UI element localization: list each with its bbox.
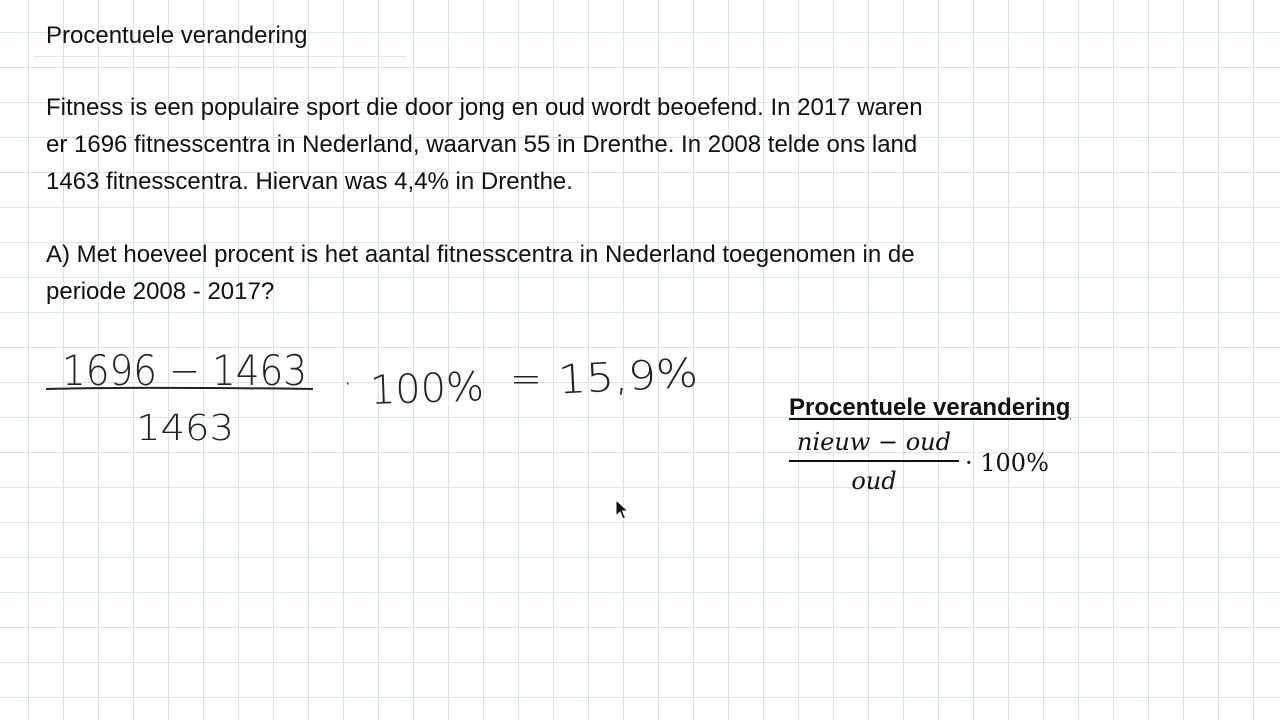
formula-heading: Procentuele verandering — [789, 394, 1071, 421]
question-paragraph — [46, 236, 1086, 310]
handwritten-result: 15,9% — [556, 351, 687, 404]
handwritten-equals: = — [510, 357, 542, 401]
handwritten-multiply-dot: · — [343, 367, 353, 402]
handwritten-fraction-bar — [46, 388, 313, 389]
formula-denominator: oud — [851, 467, 897, 495]
formula-multiplier: · 100% — [965, 449, 1049, 477]
handwritten-denominator: 1463 — [136, 408, 234, 449]
intro-line: 1463 fitnesscentra. Hiervan was 4,4% in Drenthe. — [46, 168, 573, 195]
formula-box — [789, 393, 1119, 503]
handwritten-calculation — [40, 330, 740, 460]
page-title: Procentuele verandering — [46, 22, 308, 49]
formula-fraction — [789, 427, 959, 496]
title-divider — [34, 56, 406, 57]
question-line: A) Met hoeveel procent is het aantal fitnesscentra in Nederland toegenomen in de — [46, 241, 915, 268]
formula-numerator: nieuw − oud — [797, 428, 951, 456]
intro-line: er 1696 fitnesscentra in Nederland, waarvan 55 in Drenthe. In 2008 telde ons land — [46, 131, 918, 158]
mouse-pointer-icon — [615, 499, 629, 521]
handwritten-numerator: 1696 − 1463 — [62, 346, 307, 395]
handwritten-factor: 100% — [369, 364, 486, 414]
formula-fraction-bar — [789, 460, 959, 462]
intro-paragraph — [46, 89, 1086, 200]
question-line: periode 2008 - 2017? — [46, 278, 275, 305]
intro-line: Fitness is een populaire sport die door jong en oud wordt beoefend. In 2017 waren — [46, 94, 923, 121]
